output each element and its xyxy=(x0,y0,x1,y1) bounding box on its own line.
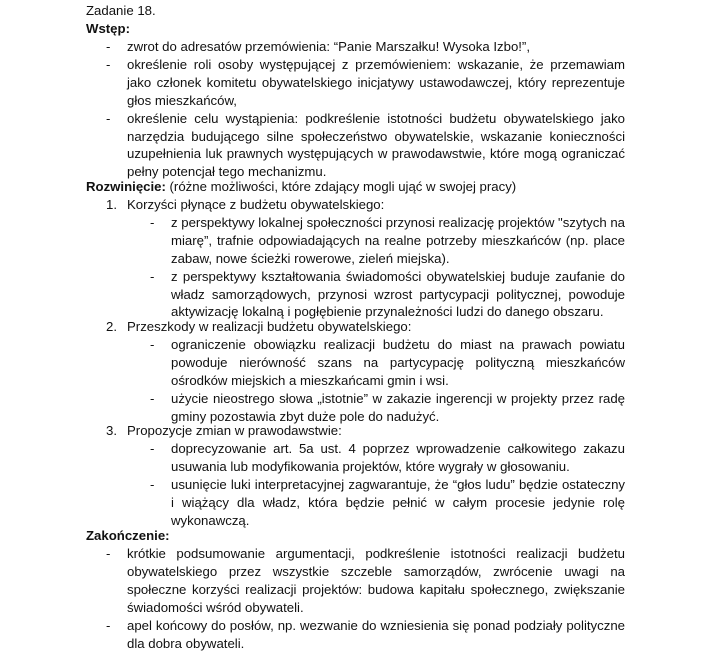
intro-item-line: pełny potencjał tego mechanizmu. xyxy=(127,164,327,180)
section-3-dash: - xyxy=(150,440,155,456)
section-3-item-line: usuwania lub modyfikowania projektów, które wygrały w głosowaniu. xyxy=(171,458,570,474)
section-3-item-line: doprecyzowanie art. 5a ust. 4 poprzez wprowadzenie całkowitego zakazu xyxy=(171,440,625,456)
section-1-item-line: z perspektywy lokalnej społeczności przynosi realizację projektów "szytych na xyxy=(171,214,625,230)
section-1-dash: - xyxy=(150,214,155,230)
intro-item-line: uzupełnienia luk prawnych występujących w prawodawstwie, które mogą ograniczać xyxy=(127,146,625,162)
page-title: Zadanie 18. xyxy=(86,3,156,18)
intro-dash: - xyxy=(106,110,111,126)
section-3-item-line: usunięcie luki interpretacyjnej zagwarantuje, że “głos ludu” będzie ostateczny xyxy=(171,476,625,492)
section-2-item-line: ograniczenie obowiązku realizacji budżetu do miast na prawach powiatu xyxy=(171,336,625,352)
section-1-item-line: zabaw, nowe ścieżki rowerowe, zieleń miejska). xyxy=(171,250,450,266)
conclusion-dash: - xyxy=(106,546,111,561)
intro-item-line: narzędzia budującego silne społeczeństwo obywatelskie, wskazanie konieczności xyxy=(127,128,625,144)
section-1-item-line: władz samorządowych, przynosi wzrost partycypacji politycznej, powoduje xyxy=(171,286,625,302)
body-note: (różne możliwości, które zdający mogli ująć w swojej pracy) xyxy=(165,179,517,194)
body-heading-line xyxy=(86,178,516,196)
section-number: 3. xyxy=(106,423,117,438)
section-3-item-line: wykonawczą. xyxy=(171,512,250,528)
section-2-dash: - xyxy=(150,336,155,352)
conclusion-item-line: apel końcowy do posłów, np. wezwanie do wzniesienia się ponad podziały polityczne xyxy=(127,617,625,633)
section-title: Korzyści płynące z budżetu obywatelskiego: xyxy=(127,197,385,212)
section-2-dash: - xyxy=(150,390,155,406)
conclusion-item-line: społeczne korzyści realizacji projektów: budowa kapitału społecznego, zwiększanie xyxy=(127,581,625,597)
conclusion-item-line: świadomości wśród obywateli. xyxy=(127,599,304,615)
section-2-item-line: powoduje nierówność szans na partycypację polityczną mieszkańców xyxy=(171,354,625,370)
section-title: Przeszkody w realizacji budżetu obywatelskiego: xyxy=(127,319,412,334)
intro-item-line: określenie roli osoby występującej z przemówieniem: wskazanie, że przemawiam xyxy=(127,56,625,72)
section-3-dash: - xyxy=(150,476,155,492)
section-1-item-line: z perspektywy kształtowania świadomości obywatelskiej buduje zaufanie do xyxy=(171,268,625,284)
conclusion-item-line: dla dobra obywateli. xyxy=(127,635,245,651)
section-1-item-line: miarę”, trafnie odpowiadających na realne potrzeby mieszkańców (np. place xyxy=(171,232,625,248)
intro-dash: - xyxy=(106,56,111,72)
intro-item-line: głos mieszkańców, xyxy=(127,92,237,108)
section-2-item-line: użycie nieostrego słowa „istotnie” w zakazie ingerencji w projekty przez radę xyxy=(171,390,625,406)
section-number: 1. xyxy=(106,197,117,212)
conclusion-item-line: krótkie podsumowanie argumentacji, podkreślenie istotności realizacji budżetu xyxy=(127,546,625,561)
intro-heading: Wstęp: xyxy=(86,21,130,36)
section-2-item-line: gminy pozostawia zbyt duże pole do nadużyć. xyxy=(171,408,440,424)
conclusion-heading: Zakończenie: xyxy=(86,528,170,543)
section-number: 2. xyxy=(106,319,117,334)
section-1-dash: - xyxy=(150,268,155,284)
body-heading: Rozwinięcie: xyxy=(86,179,166,194)
section-title: Propozycje zmian w prawodawstwie: xyxy=(127,423,342,438)
section-1-item-line: aktywizację lokalną i pogłębienie przynależności ludzi do danego obszaru. xyxy=(171,304,604,320)
intro-item-line: zwrot do adresatów przemówienia: “Panie Marszałku! Wysoka Izbo!”, xyxy=(127,39,530,54)
section-3-item-line: i wiążący dla władz, która będzie pełnić w całym procesie jedynie rolę xyxy=(171,494,625,510)
conclusion-dash: - xyxy=(106,617,111,633)
section-2-item-line: ośrodków miejskich a mieszkańcami gmin i wsi. xyxy=(171,372,449,388)
intro-dash: - xyxy=(106,39,111,54)
intro-item-line: jako członek komitetu obywatelskiego inicjatywy ustawodawczej, który reprezentuje xyxy=(127,74,625,90)
conclusion-item-line: obywatelskiego przez wszystkie szczeble samorządów, zwrócenie uwagi na xyxy=(127,563,625,579)
intro-item-line: określenie celu wystąpienia: podkreślenie istotności budżetu obywatelskiego jako xyxy=(127,110,625,126)
